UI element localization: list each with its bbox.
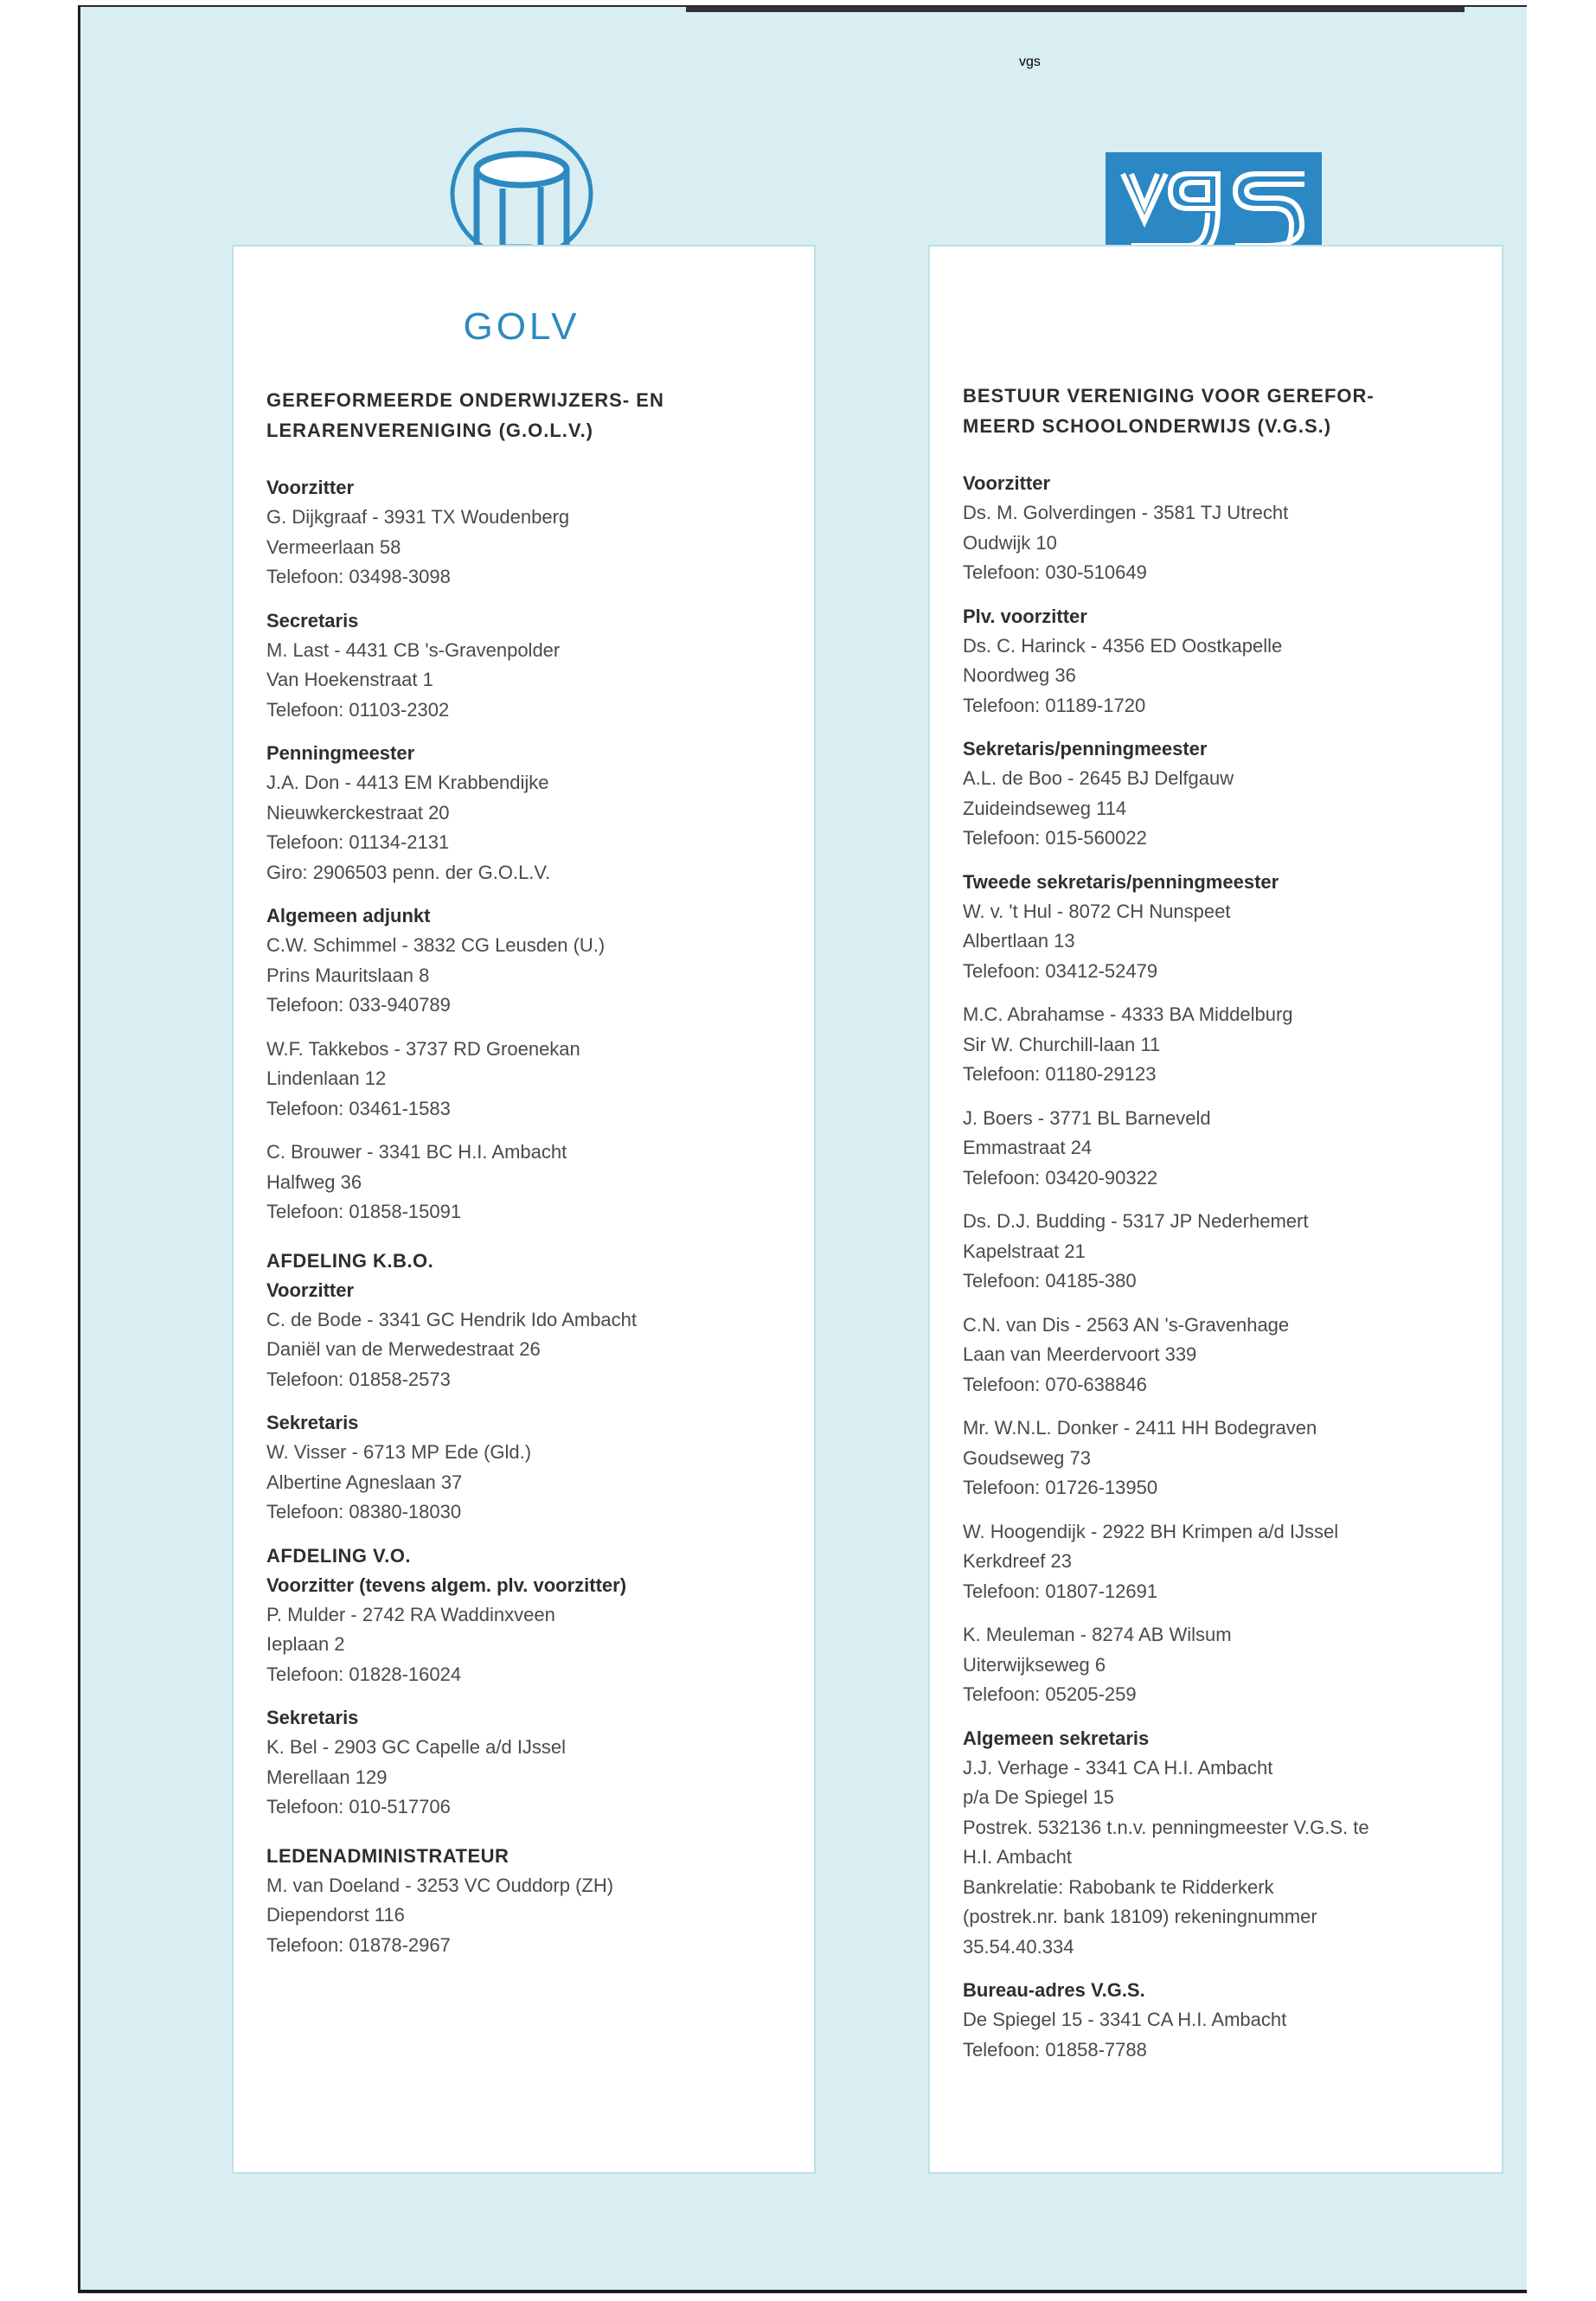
contact-role: Voorzitter: [266, 1279, 355, 1301]
contact-role: Plv. voorzitter: [963, 605, 1087, 627]
contact-line: Telefoon: 01726-13950: [963, 1477, 1158, 1498]
contact-block: [963, 1104, 1484, 1194]
contact-line: Telefoon: 03498-3098: [266, 566, 451, 587]
contact-line: W. v. 't Hul - 8072 CH Nunspeet: [963, 900, 1231, 922]
contact-role: Sekretaris: [266, 1707, 359, 1728]
contact-line: Telefoon: 03461-1583: [266, 1097, 451, 1119]
contact-block: [266, 1408, 797, 1528]
contact-line: C. Brouwer - 3341 BC H.I. Ambacht: [266, 1141, 567, 1163]
contact-line: Oudwijk 10: [963, 531, 1057, 554]
contact-line: C.N. van Dis - 2563 AN 's-Gravenhage: [963, 1313, 1290, 1336]
contact-line: Albertine Agneslaan 37: [266, 1471, 463, 1493]
contact-line: Telefoon: 015-560022: [963, 827, 1147, 849]
contact-line: (postrek.nr. bank 18109) rekeningnummer: [963, 1906, 1317, 1927]
contact-line: Zuideindseweg 114: [963, 797, 1127, 819]
contact-line: Lindenlaan 12: [266, 1067, 387, 1089]
contact-block: [963, 1413, 1484, 1503]
contact-line: J.A. Don - 4413 EM Krabbendijke: [266, 772, 549, 793]
contact-line: Vermeerlaan 58: [266, 535, 401, 558]
contact-line: 35.54.40.334: [963, 1935, 1074, 1958]
contact-line: Ds. D.J. Budding - 5317 JP Nederhemert: [963, 1210, 1309, 1232]
contact-line: W. Visser - 6713 MP Ede (Gld.): [266, 1441, 532, 1463]
contact-line: Telefoon: 070-638846: [963, 1373, 1147, 1395]
contact-role: Voorzitter: [266, 477, 355, 498]
contact-line: Telefoon: 01828-16024: [266, 1663, 462, 1685]
contact-block: [963, 868, 1484, 987]
contact-line: Telefoon: 01807-12691: [963, 1580, 1158, 1602]
vo-title: AFDELING V.O.: [266, 1544, 412, 1567]
contact-block: [266, 1703, 797, 1823]
leden-address: [266, 1871, 797, 1961]
contact-role: Sekretaris/penningmeester: [963, 738, 1208, 760]
contact-line: Goudseweg 73: [963, 1446, 1091, 1469]
contact-line: Telefoon: 010-517706: [266, 1796, 451, 1817]
contact-line: Telefoon: 01189-1720: [963, 694, 1146, 716]
golv-board-list: [266, 473, 797, 1227]
contact-line: Noordweg 36: [963, 664, 1076, 686]
contact-line: Telefoon: 05205-259: [963, 1683, 1137, 1705]
contact-block: [963, 1517, 1484, 1607]
contact-block: [963, 1311, 1484, 1400]
contact-line: Bankrelatie: Rabobank te Ridderkerk: [963, 1875, 1274, 1898]
contact-block: [266, 1571, 797, 1690]
contact-line: J.J. Verhage - 3341 CA H.I. Ambacht: [963, 1756, 1273, 1779]
contact-line: Uiterwijkseweg 6: [963, 1653, 1106, 1676]
contact-line: Telefoon: 01858-2573: [266, 1368, 451, 1390]
contact-line: G. Dijkgraaf - 3931 TX Woudenberg: [266, 506, 570, 528]
contact-line: Laan van Meerdervoort 339: [963, 1343, 1197, 1365]
kbo-title: AFDELING K.B.O.: [266, 1249, 434, 1272]
contact-line: Postrek. 532136 t.n.v. penningmeester V.G.S. te: [963, 1816, 1369, 1838]
contact-line: Telefoon: 01858-15091: [266, 1201, 462, 1222]
contact-line: Telefoon: 01103-2302: [266, 698, 450, 721]
page-sheet: [78, 5, 1527, 2293]
contact-block: [963, 469, 1484, 588]
contact-line: p/a De Spiegel 15: [963, 1786, 1114, 1808]
contact-line: Telefoon: 03412-52479: [963, 959, 1158, 982]
contact-line: Diependorst 116: [266, 1904, 405, 1926]
contact-block: [963, 1620, 1484, 1710]
vgs-heading: BESTUUR VERENIGING VOOR GEREFOR- MEERD SCHOOLONDERWIJS (V.G.S.): [963, 385, 1375, 437]
contact-line: De Spiegel 15 - 3341 CA H.I. Ambacht: [963, 2009, 1287, 2030]
contact-line: Van Hoekenstraat 1: [266, 669, 433, 690]
contact-role: Bureau-adres V.G.S.: [963, 1979, 1145, 2001]
contact-line: Telefoon: 08380-18030: [266, 1501, 462, 1522]
contact-block: [266, 473, 797, 593]
contact-line: Telefoon: 01180-29123: [963, 1063, 1157, 1085]
contact-line: Ieplaan 2: [266, 1633, 345, 1655]
contact-role: Algemeen adjunkt: [266, 905, 431, 926]
contact-line: Telefoon: 030-510649: [963, 561, 1147, 583]
contact-line: Emmastraat 24: [963, 1137, 1093, 1158]
contact-line: A.L. de Boo - 2645 BJ Delfgauw: [963, 767, 1234, 789]
contact-line: Telefoon: 01878-2967: [266, 1933, 451, 1956]
contact-role: Voorzitter: [963, 472, 1051, 494]
contact-line: C. de Bode - 3341 GC Hendrik Ido Ambacht: [266, 1308, 638, 1330]
contact-block: [963, 1000, 1484, 1090]
vgs-content: [963, 381, 1484, 2079]
contact-line: M. van Doeland - 3253 VC Ouddorp (ZH): [266, 1874, 614, 1896]
contact-line: Daniël van de Merwedestraat 26: [266, 1338, 541, 1360]
contact-line: H.I. Ambacht: [963, 1846, 1072, 1868]
contact-line: M.C. Abrahamse - 4333 BA Middelburg: [963, 1003, 1293, 1025]
contact-role: Secretaris: [266, 609, 359, 631]
contact-line: Giro: 2906503 penn. der G.O.L.V.: [266, 861, 551, 883]
vgs-logo-text: vgs: [1019, 54, 1041, 69]
contact-line: Sir W. Churchill-laan 11: [963, 1033, 1161, 1055]
contact-line: Ds. C. Harinck - 4356 ED Oostkapelle: [963, 634, 1283, 657]
contact-block: [266, 1276, 797, 1395]
contact-block: [963, 1724, 1484, 1963]
golv-panel: [232, 245, 816, 2174]
contact-line: Nieuwkerckestraat 20: [266, 801, 450, 824]
golv-logo-text: GOLV: [463, 305, 580, 348]
contact-block: [266, 739, 797, 888]
contact-line: Prins Mauritslaan 8: [266, 964, 430, 986]
contact-line: Telefoon: 04185-380: [963, 1270, 1137, 1292]
contact-block: [266, 606, 797, 726]
contact-line: Albertlaan 13: [963, 930, 1075, 952]
contact-role: Tweede sekretaris/penningmeester: [963, 870, 1279, 893]
contact-line: Kerkdreef 23: [963, 1550, 1072, 1572]
contact-line: Telefoon: 033-940789: [266, 994, 451, 1016]
top-edge: [686, 7, 1465, 12]
contact-line: Telefoon: 01858-7788: [963, 2038, 1147, 2061]
contact-role: Sekretaris: [266, 1412, 359, 1433]
contact-line: Halfweg 36: [266, 1170, 362, 1193]
contact-line: Telefoon: 01134-2131: [266, 831, 450, 853]
golv-heading: GEREFORMEERDE ONDERWIJZERS- EN LERARENVERENIGING (G.O.L.V.): [266, 389, 664, 441]
contact-line: W. Hoogendijk - 2922 BH Krimpen a/d IJssel: [963, 1520, 1339, 1542]
contact-line: Merellaan 129: [266, 1766, 388, 1788]
kbo-board-list: [266, 1276, 797, 1528]
contact-block: [266, 1035, 797, 1125]
contact-block: [266, 1138, 797, 1227]
leden-title: LEDENADMINISTRATEUR: [266, 1844, 510, 1867]
contact-block: [963, 1207, 1484, 1297]
golv-content: [266, 385, 797, 1960]
vgs-panel: [928, 245, 1503, 2174]
contact-line: M. Last - 4431 CB 's-Gravenpolder: [266, 638, 561, 661]
contact-line: K. Meuleman - 8274 AB Wilsum: [963, 1624, 1232, 1645]
contact-line: C.W. Schimmel - 3832 CG Leusden (U.): [266, 934, 606, 956]
contact-block: [963, 1976, 1484, 2065]
vo-board-list: [266, 1571, 797, 1823]
contact-block: [963, 602, 1484, 721]
contact-role: Voorzitter (tevens algem. plv. voorzitter): [266, 1574, 627, 1596]
contact-role: Algemeen sekretaris: [963, 1727, 1150, 1749]
contact-line: Kapelstraat 21: [963, 1240, 1086, 1262]
contact-line: P. Mulder - 2742 RA Waddinxveen: [266, 1603, 555, 1625]
vgs-board-list: [963, 469, 1484, 2065]
contact-line: W.F. Takkebos - 3737 RD Groenekan: [266, 1037, 580, 1060]
contact-block: [266, 901, 797, 1021]
contact-line: K. Bel - 2903 GC Capelle a/d IJssel: [266, 1736, 567, 1758]
contact-block: [963, 734, 1484, 854]
contact-role: Penningmeester: [266, 742, 415, 764]
contact-line: J. Boers - 3771 BL Barneveld: [963, 1106, 1211, 1129]
contact-line: Ds. M. Golverdingen - 3581 TJ Utrecht: [963, 502, 1289, 523]
contact-line: Mr. W.N.L. Donker - 2411 HH Bodegraven: [963, 1417, 1317, 1439]
contact-line: Telefoon: 03420-90322: [963, 1166, 1158, 1189]
